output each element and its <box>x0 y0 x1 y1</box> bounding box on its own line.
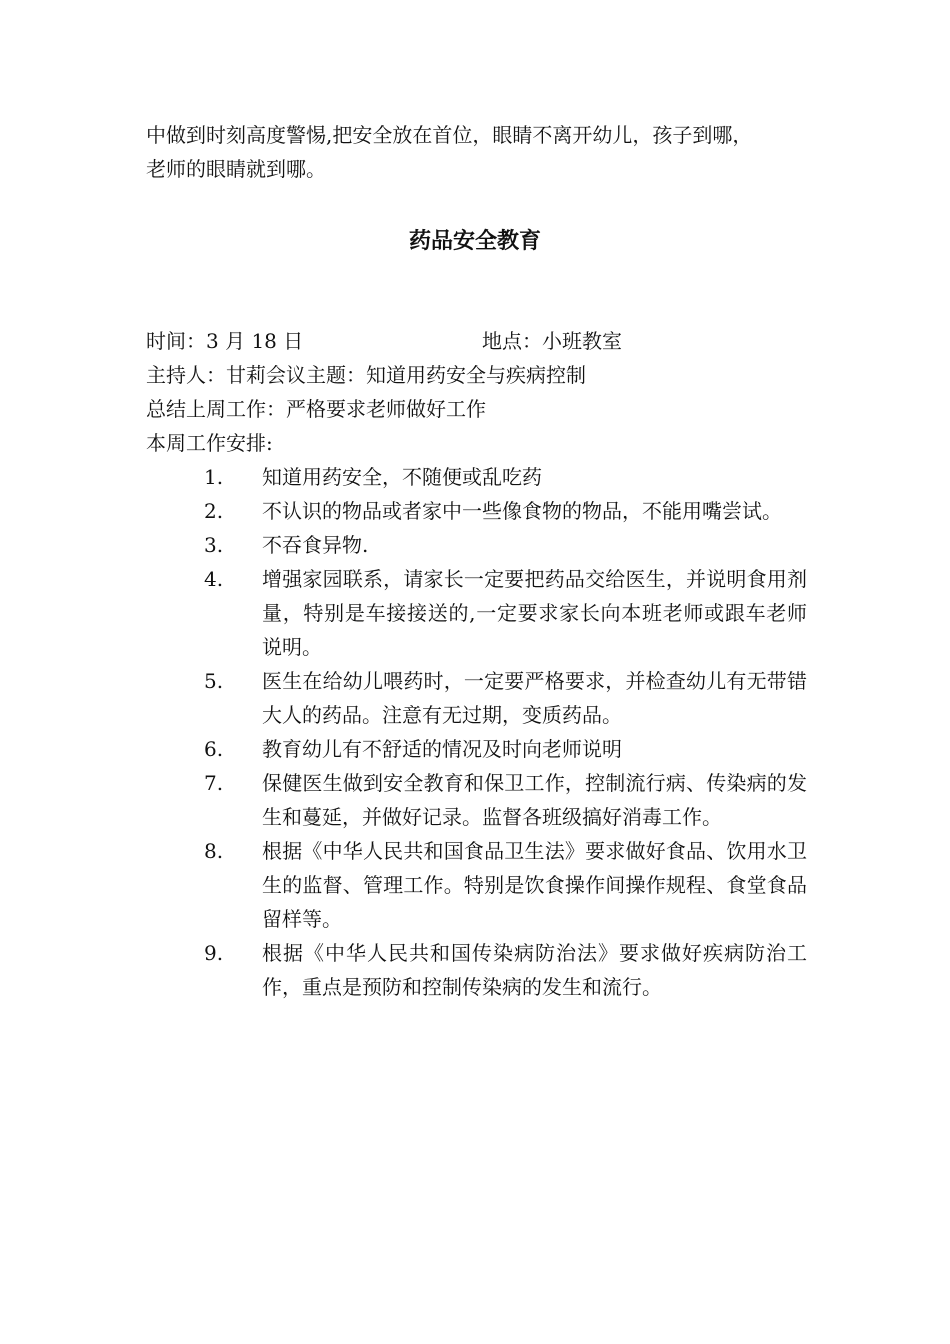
item-number: 2. <box>204 499 224 523</box>
item-text: 保健医生做到安全教育和保卫工作，控制流行病、传染病的发生和蔓延，并做好记录。监督各班级搞好消毒工作。 <box>262 771 807 829</box>
item-number: 4. <box>204 567 224 591</box>
list-item <box>200 494 820 528</box>
meeting-info <box>146 324 836 460</box>
time-place-row <box>146 324 836 358</box>
list-item <box>200 528 820 562</box>
item-text: 根据《中华人民共和国传染病防治法》要求做好疾病防治工作，重点是预防和控制传染病的发生和流行。 <box>262 941 807 999</box>
weekly-plan-label: 本周工作安排: <box>146 431 273 455</box>
intro-line-2: 老师的眼睛就到哪。 <box>146 157 326 181</box>
last-week-summary: 总结上周工作：严格要求老师做好工作 <box>146 397 486 421</box>
item-text: 增强家园联系，请家长一定要把药品交给医生，并说明食用剂量，特别是车接接送的,一定要求家长向本班老师或跟车老师说明。 <box>262 567 807 659</box>
intro-paragraph <box>146 118 816 186</box>
item-text: 根据《中华人民共和国食品卫生法》要求做好食品、饮用水卫生的监督、管理工作。特别是饮食操作间操作规程、食堂食品留样等。 <box>262 839 807 931</box>
item-number: 1. <box>204 465 224 489</box>
plan-list <box>200 460 820 1004</box>
list-item <box>200 732 820 766</box>
item-text: 医生在给幼儿喂药时，一定要严格要求，并检查幼儿有无带错大人的药品。注意有无过期，变质药品。 <box>262 669 807 727</box>
intro-line-1: 中做到时刻高度警惕,把安全放在首位，眼睛不离开幼儿，孩子到哪， <box>146 123 753 147</box>
item-text: 知道用药安全，不随便或乱吃药 <box>262 465 542 489</box>
item-number: 3. <box>204 533 224 557</box>
list-item <box>200 460 820 494</box>
meeting-time: 时间：3 月 18 日 <box>146 329 304 353</box>
list-item <box>200 562 820 664</box>
item-number: 5. <box>204 669 224 693</box>
list-item <box>200 766 820 834</box>
item-text: 不认识的物品或者家中一些像食物的物品，不能用嘴尝试。 <box>262 499 782 523</box>
item-number: 7. <box>204 771 224 795</box>
item-text: 不吞食异物. <box>262 533 369 557</box>
list-item <box>200 936 820 1004</box>
list-item <box>200 834 820 936</box>
list-item <box>200 664 820 732</box>
meeting-place: 地点：小班教室 <box>482 329 622 353</box>
item-number: 8. <box>204 839 224 863</box>
section-title: 药品安全教育 <box>408 229 541 254</box>
host-topic-row: 主持人：甘莉会议主题：知道用药安全与疾病控制 <box>146 363 586 387</box>
item-number: 9. <box>204 941 224 965</box>
item-number: 6. <box>204 737 224 761</box>
item-text: 教育幼儿有不舒适的情况及时向老师说明 <box>262 737 622 761</box>
